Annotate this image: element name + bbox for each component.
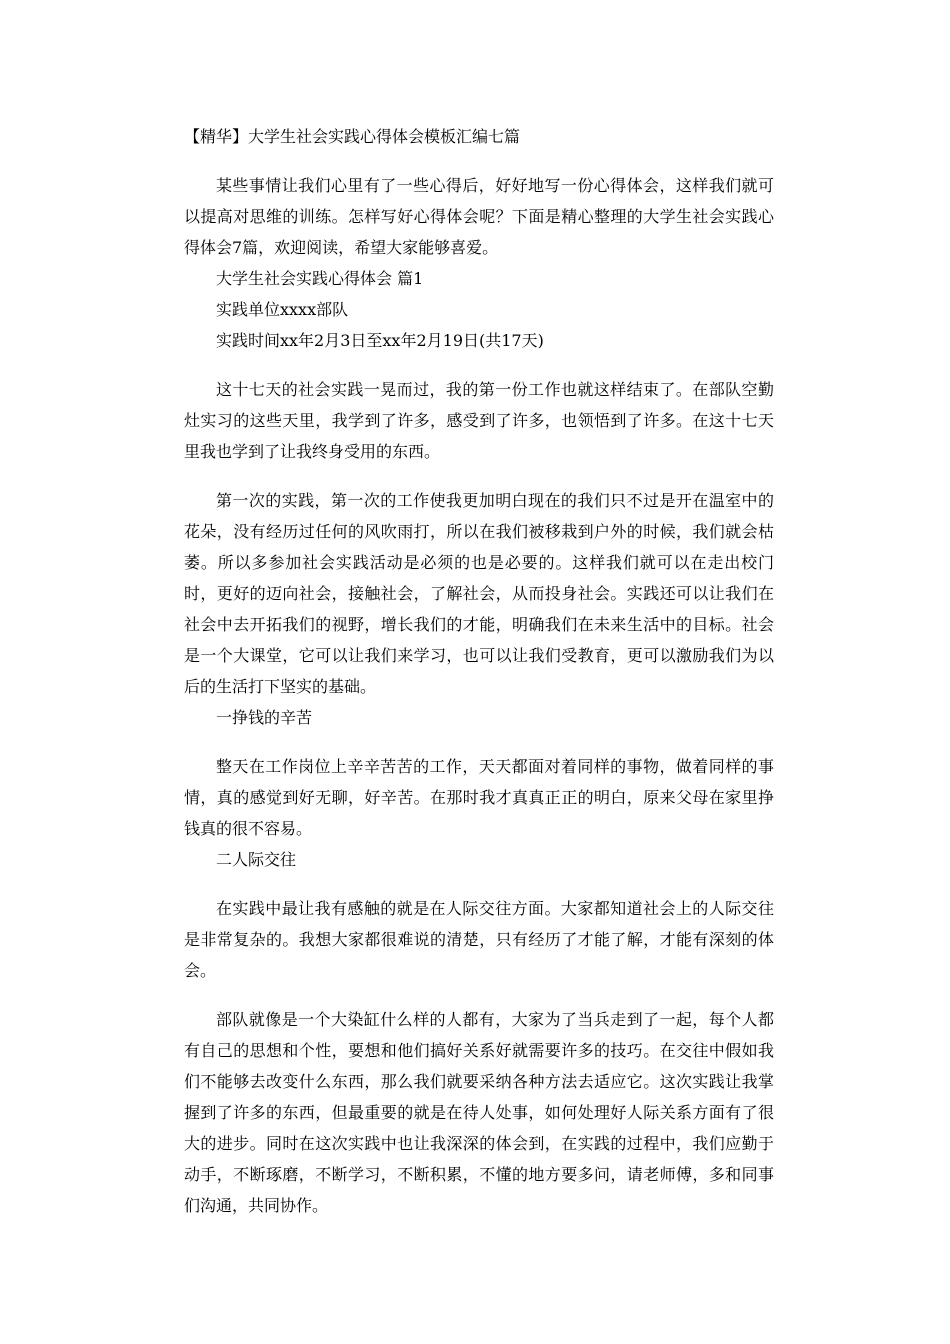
practice-unit: 实践单位xxxx部队 [216, 300, 349, 319]
paragraph-4: 在实践中最让我有感触的就是在人际交往方面。大家都知道社会上的人际交往是非常复杂的。我想大家都很难说的清楚，只有经历了才能了解，才能有深刻的体会。 [184, 899, 774, 980]
document-body [184, 121, 774, 1221]
paragraph-1: 这十七天的社会实践一晃而过，我的第一份工作也就这样结束了。在部队空勤灶实习的这些天里，我学到了许多，感受到了许多，也领悟到了许多。在这十七天里我也学到了让我终身受用的东西。 [184, 380, 774, 461]
subheading-earning-money: 一挣钱的辛苦 [216, 708, 313, 727]
paragraph-5: 部队就像是一个大染缸什么样的人都有，大家为了当兵走到了一起，每个人都有自己的思想和个性，要想和他们搞好关系好就需要许多的技巧。在交往中假如我们不能够去改变什么东西，那么我们就要采纳各种方法去适应它。这次实践让我掌握到了许多的东西，但最重要的就是在待人处事，如何处理好人际关系方面有了很大的进步。同时在这次实践中也让我深深的体会到，在实践的过程中，我们应勤于动手，不断琢磨，不断学习，不断积累，不懂的地方要多问，请老师傅，多和同事们沟通，共同协作。 [184, 1010, 774, 1215]
document-title: 【精华】大学生社会实践心得体会模板汇编七篇 [184, 127, 521, 146]
practice-time: 实践时间xx年2月3日至xx年2月19日(共17天) [216, 331, 544, 350]
section-heading: 大学生社会实践心得体会 篇1 [216, 269, 424, 288]
paragraph-2: 第一次的实践，第一次的工作使我更加明白现在的我们只不过是开在温室中的花朵，没有经历过任何的风吹雨打，所以在我们被移栽到户外的时候，我们就会枯萎。所以多参加社会实践活动是必须的也是必要的。这样我们就可以在走出校门时，更好的迈向社会，接触社会，了解社会，从而投身社会。实践还可以让我们在社会中去开拓我们的视野，增长我们的才能，明确我们在未来生活中的目标。社会是一个大课堂，它可以让我们来学习，也可以让我们受教育，更可以激励我们为以后的生活打下坚实的基础。 [184, 491, 774, 696]
subheading-interpersonal: 二人际交往 [216, 850, 297, 869]
paragraph-3: 整天在工作岗位上辛辛苦苦的工作，天天都面对着同样的事物，做着同样的事情，真的感觉到好无聊，好辛苦。在那时我才真真正正的明白，原来父母在家里挣钱真的很不容易。 [184, 757, 774, 838]
intro-paragraph: 某些事情让我们心里有了一些心得后，好好地写一份心得体会，这样我们就可以提高对思维的训练。怎样写好心得体会呢？下面是精心整理的大学生社会实践心得体会7篇，欢迎阅读，希望大家能够喜爱。 [184, 176, 774, 257]
